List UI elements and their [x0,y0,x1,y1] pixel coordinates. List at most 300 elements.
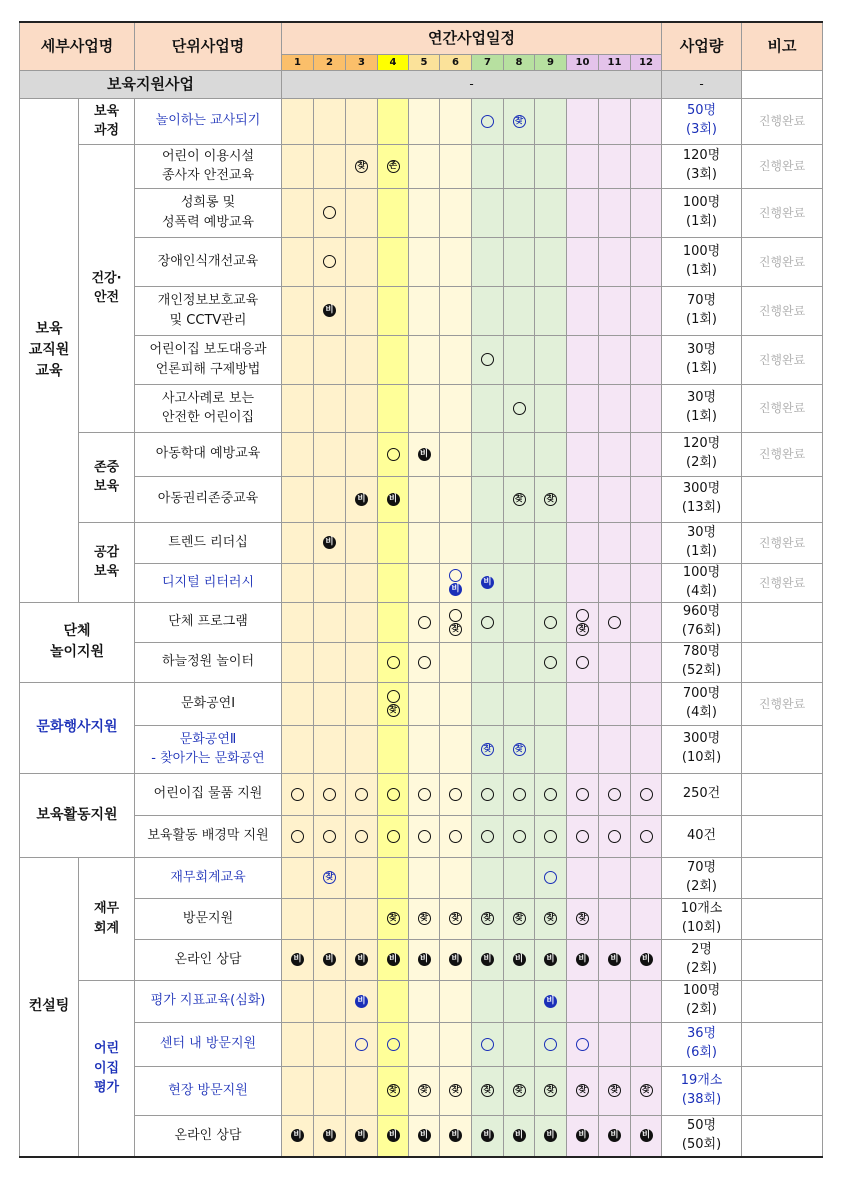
note-cell: 진행완료 [742,682,823,725]
month-cell-12 [631,384,662,432]
schedule-row [20,432,823,476]
note-cell: 진행완료 [742,563,823,602]
month-cell-4 [378,682,409,725]
amount-cell: 30명 (1회) [662,522,742,563]
month-cell-12 [631,432,662,476]
month-cell-5 [409,237,440,286]
note-cell [742,857,823,898]
note-cell [742,898,823,939]
bi-marker: 비 [449,583,462,596]
month-cell-8 [504,335,535,384]
month-cell-7 [472,188,504,237]
month-cell-6 [440,1066,472,1115]
month-cell-10 [567,522,599,563]
circle-marker [291,788,304,801]
month-cell-11 [599,898,631,939]
subcategory-cell: 보육 과정 [79,98,135,144]
month-cell-1 [282,642,314,682]
month-cell-12 [631,980,662,1022]
month-cell-3 [346,188,378,237]
unit-cell: 어린이집 보도대응과 언론피해 구제방법 [135,335,282,384]
month-cell-9 [535,815,567,857]
bi-marker: 비 [355,995,368,1008]
bi-marker: 비 [608,1129,621,1142]
circle-marker [387,690,400,703]
note-cell [742,980,823,1022]
month-cell-10 [567,815,599,857]
chat-marker: 찾 [576,912,589,925]
month-cell-6 [440,642,472,682]
circle-marker [576,788,589,801]
amount-cell: 960명 (76회) [662,602,742,642]
month-cell-3 [346,898,378,939]
month-cell-6 [440,432,472,476]
month-cell-9 [535,602,567,642]
month-cell-7 [472,144,504,188]
schedule-row [20,1022,823,1066]
schedule-row [20,939,823,980]
header-unit: 단위사업명 [135,22,282,70]
unit-cell: 개인정보보호교육 및 CCTV관리 [135,286,282,335]
chat-marker: 찾 [449,623,462,636]
month-cell-2 [314,384,346,432]
header-note: 비고 [742,22,823,70]
month-cell-12 [631,898,662,939]
month-cell-6 [440,773,472,815]
circle-marker [513,402,526,415]
month-cell-8 [504,522,535,563]
month-cell-7 [472,335,504,384]
month-cell-10 [567,237,599,286]
month-cell-2 [314,773,346,815]
month-cell-5 [409,602,440,642]
subcategory-cell: 건강· 안전 [79,144,135,432]
month-cell-8 [504,563,535,602]
month-cell-4 [378,815,409,857]
month-cell-11 [599,188,631,237]
section-schedule: - [282,70,662,98]
section-amount: - [662,70,742,98]
circle-marker [355,788,368,801]
month-cell-3 [346,144,378,188]
chat-marker: 찾 [481,912,494,925]
month-cell-9 [535,857,567,898]
month-cell-2 [314,1115,346,1157]
month-header-12: 12 [631,54,662,70]
month-cell-12 [631,682,662,725]
chat-marker: 찾 [387,1084,400,1097]
note-cell [742,939,823,980]
month-cell-1 [282,335,314,384]
bi-marker: 비 [608,953,621,966]
note-cell: 진행완료 [742,432,823,476]
month-cell-2 [314,237,346,286]
month-cell-2 [314,898,346,939]
month-cell-2 [314,980,346,1022]
circle-marker [323,206,336,219]
month-cell-9 [535,980,567,1022]
unit-cell: 트렌드 리더십 [135,522,282,563]
month-cell-9 [535,522,567,563]
month-cell-10 [567,335,599,384]
month-cell-10 [567,1022,599,1066]
bi-marker: 비 [355,1129,368,1142]
circle-marker [576,830,589,843]
month-cell-5 [409,335,440,384]
month-cell-4 [378,1066,409,1115]
bi-marker: 비 [323,536,336,549]
note-cell [742,1022,823,1066]
bi-marker: 비 [576,1129,589,1142]
month-cell-1 [282,384,314,432]
category-cell: 보육활동지원 [20,773,135,857]
amount-cell: 700명 (4회) [662,682,742,725]
amount-cell: 100명 (4회) [662,563,742,602]
circle-marker [387,788,400,801]
bi-marker: 비 [418,953,431,966]
month-cell-8 [504,602,535,642]
bi-marker: 비 [513,1129,526,1142]
month-cell-8 [504,815,535,857]
schedule-row [20,980,823,1022]
unit-cell: 사고사례로 보는 안전한 어린이집 [135,384,282,432]
month-cell-7 [472,476,504,522]
month-cell-5 [409,98,440,144]
month-cell-1 [282,432,314,476]
schedule-row [20,335,823,384]
month-cell-9 [535,939,567,980]
month-cell-9 [535,642,567,682]
bi-marker: 비 [291,1129,304,1142]
month-cell-11 [599,476,631,522]
month-cell-5 [409,773,440,815]
month-cell-10 [567,898,599,939]
month-cell-5 [409,857,440,898]
schedule-row [20,384,823,432]
month-cell-8 [504,237,535,286]
month-cell-11 [599,98,631,144]
category-cell: 단체 놀이지원 [20,602,135,682]
category-cell: 컨설팅 [20,857,79,1157]
bi-marker: 비 [387,1129,400,1142]
section-note [742,70,823,98]
month-cell-8 [504,286,535,335]
month-header-2: 2 [314,54,346,70]
month-cell-1 [282,1115,314,1157]
bi-marker: 비 [323,953,336,966]
month-cell-12 [631,642,662,682]
note-cell: 진행완료 [742,144,823,188]
month-cell-5 [409,1066,440,1115]
month-cell-4 [378,939,409,980]
month-cell-11 [599,432,631,476]
unit-cell: 문화공연Ⅰ [135,682,282,725]
month-cell-8 [504,857,535,898]
bi-marker: 비 [640,1129,653,1142]
bi-marker: 비 [418,1129,431,1142]
unit-cell: 어린이 이용시설 종사자 안전교육 [135,144,282,188]
schedule-row [20,188,823,237]
unit-cell: 단체 프로그램 [135,602,282,642]
note-cell: 진행완료 [742,237,823,286]
month-cell-7 [472,1022,504,1066]
month-cell-11 [599,773,631,815]
month-cell-7 [472,384,504,432]
amount-cell: 2명 (2회) [662,939,742,980]
amount-cell: 36명 (6회) [662,1022,742,1066]
month-cell-10 [567,773,599,815]
bi-marker: 비 [640,953,653,966]
chat-marker: 찾 [449,1084,462,1097]
note-cell [742,1115,823,1157]
unit-cell: 아동권리존중교육 [135,476,282,522]
month-cell-12 [631,773,662,815]
bi-marker: 비 [544,995,557,1008]
month-cell-7 [472,563,504,602]
month-cell-12 [631,144,662,188]
schedule-row [20,1066,823,1115]
circle-marker [544,616,557,629]
circle-marker [323,788,336,801]
amount-cell: 780명 (52회) [662,642,742,682]
month-cell-8 [504,476,535,522]
month-cell-10 [567,857,599,898]
header-category: 세부사업명 [20,22,135,70]
unit-cell: 디지털 리터러시 [135,563,282,602]
month-cell-3 [346,563,378,602]
month-cell-3 [346,773,378,815]
month-cell-5 [409,432,440,476]
unit-cell: 어린이집 물품 지원 [135,773,282,815]
month-cell-6 [440,857,472,898]
chat-marker: 찾 [513,743,526,756]
month-cell-8 [504,682,535,725]
month-cell-6 [440,188,472,237]
month-cell-5 [409,144,440,188]
bi-marker: 비 [291,953,304,966]
section-row [20,70,823,98]
chat-marker: 찾 [513,493,526,506]
month-cell-11 [599,1066,631,1115]
month-cell-7 [472,432,504,476]
month-cell-11 [599,335,631,384]
month-cell-9 [535,1066,567,1115]
month-cell-12 [631,522,662,563]
month-cell-5 [409,815,440,857]
month-cell-6 [440,1022,472,1066]
chat-marker: 찾 [355,160,368,173]
month-header-7: 7 [472,54,504,70]
schedule-row [20,144,823,188]
circle-marker [481,616,494,629]
category-cell: 문화행사지원 [20,682,135,773]
circle-marker [544,656,557,669]
bi-marker: 비 [481,576,494,589]
month-cell-3 [346,1066,378,1115]
amount-cell: 50명 (50회) [662,1115,742,1157]
category-cell: 보육 교직원 교육 [20,98,79,602]
month-cell-12 [631,815,662,857]
month-cell-7 [472,237,504,286]
month-cell-6 [440,1115,472,1157]
month-cell-12 [631,857,662,898]
month-cell-1 [282,939,314,980]
circle-marker [449,569,462,582]
month-cell-1 [282,898,314,939]
chat-marker: 찾 [481,743,494,756]
month-cell-2 [314,602,346,642]
month-cell-1 [282,682,314,725]
month-cell-6 [440,563,472,602]
circle-marker [576,656,589,669]
month-cell-8 [504,432,535,476]
circle-marker [481,353,494,366]
month-cell-2 [314,188,346,237]
unit-cell: 보육활동 배경막 지원 [135,815,282,857]
month-cell-4 [378,335,409,384]
month-cell-5 [409,939,440,980]
amount-cell: 100명 (1회) [662,237,742,286]
circle-marker [355,830,368,843]
month-cell-10 [567,286,599,335]
month-cell-7 [472,980,504,1022]
month-cell-2 [314,144,346,188]
month-cell-5 [409,898,440,939]
month-cell-5 [409,384,440,432]
circle-marker [449,830,462,843]
chat-marker: 찾 [544,912,557,925]
bi-marker: 비 [449,1129,462,1142]
month-cell-3 [346,286,378,335]
month-cell-9 [535,476,567,522]
month-cell-12 [631,237,662,286]
month-header-5: 5 [409,54,440,70]
month-cell-11 [599,682,631,725]
month-cell-8 [504,642,535,682]
month-cell-9 [535,432,567,476]
month-cell-4 [378,602,409,642]
month-cell-3 [346,1115,378,1157]
subcategory-cell: 어린 이집 평가 [79,980,135,1157]
circle-marker [449,788,462,801]
note-cell [742,602,823,642]
month-cell-7 [472,98,504,144]
month-cell-12 [631,98,662,144]
chat-marker: 찾 [323,871,336,884]
month-cell-6 [440,522,472,563]
month-cell-8 [504,773,535,815]
amount-cell: 100명 (2회) [662,980,742,1022]
schedule-row [20,98,823,144]
month-cell-4 [378,188,409,237]
circle-marker [608,788,621,801]
subcategory-cell: 재무 회계 [79,857,135,980]
month-cell-10 [567,939,599,980]
month-cell-10 [567,432,599,476]
month-cell-12 [631,939,662,980]
circle-marker [544,871,557,884]
month-cell-9 [535,773,567,815]
chat-marker: 찾 [608,1084,621,1097]
amount-cell: 40건 [662,815,742,857]
circle-marker [640,830,653,843]
subcategory-cell: 존중 보육 [79,432,135,522]
amount-cell: 10개소 (10회) [662,898,742,939]
month-cell-3 [346,98,378,144]
amount-cell: 70명 (2회) [662,857,742,898]
month-cell-6 [440,898,472,939]
month-cell-3 [346,602,378,642]
month-cell-12 [631,286,662,335]
note-cell [742,1066,823,1115]
month-cell-4 [378,144,409,188]
amount-cell: 250건 [662,773,742,815]
header-row [20,22,823,54]
bi-marker: 비 [355,493,368,506]
unit-cell: 재무회계교육 [135,857,282,898]
schedule-row [20,725,823,773]
schedule-row [20,642,823,682]
month-cell-7 [472,773,504,815]
month-cell-12 [631,725,662,773]
amount-cell: 19개소 (38회) [662,1066,742,1115]
note-cell [742,815,823,857]
month-cell-4 [378,1022,409,1066]
circle-marker [481,115,494,128]
amount-cell: 30명 (1회) [662,335,742,384]
month-cell-6 [440,980,472,1022]
month-cell-9 [535,144,567,188]
circle-marker [544,1038,557,1051]
bi-marker: 비 [544,1129,557,1142]
circle-marker [544,830,557,843]
month-cell-4 [378,286,409,335]
month-cell-2 [314,1022,346,1066]
month-cell-10 [567,1066,599,1115]
month-cell-10 [567,384,599,432]
month-cell-11 [599,939,631,980]
month-cell-7 [472,725,504,773]
month-cell-8 [504,144,535,188]
month-cell-5 [409,476,440,522]
amount-cell: 70명 (1회) [662,286,742,335]
month-cell-8 [504,898,535,939]
unit-cell: 하늘정원 놀이터 [135,642,282,682]
jon-marker: 존 [387,160,400,173]
month-header-6: 6 [440,54,472,70]
unit-cell: 아동학대 예방교육 [135,432,282,476]
month-cell-10 [567,682,599,725]
month-cell-1 [282,144,314,188]
month-cell-7 [472,286,504,335]
month-cell-4 [378,237,409,286]
schedule-row [20,602,823,642]
month-cell-11 [599,563,631,602]
month-cell-1 [282,476,314,522]
month-cell-4 [378,980,409,1022]
chat-marker: 찾 [481,1084,494,1097]
month-cell-1 [282,237,314,286]
month-cell-6 [440,725,472,773]
month-cell-12 [631,335,662,384]
unit-cell: 온라인 상담 [135,939,282,980]
month-cell-4 [378,725,409,773]
circle-marker [640,788,653,801]
unit-cell: 성희롱 및 성폭력 예방교육 [135,188,282,237]
month-cell-11 [599,1022,631,1066]
section-title: 보육지원사업 [20,70,282,98]
amount-cell: 300명 (10회) [662,725,742,773]
